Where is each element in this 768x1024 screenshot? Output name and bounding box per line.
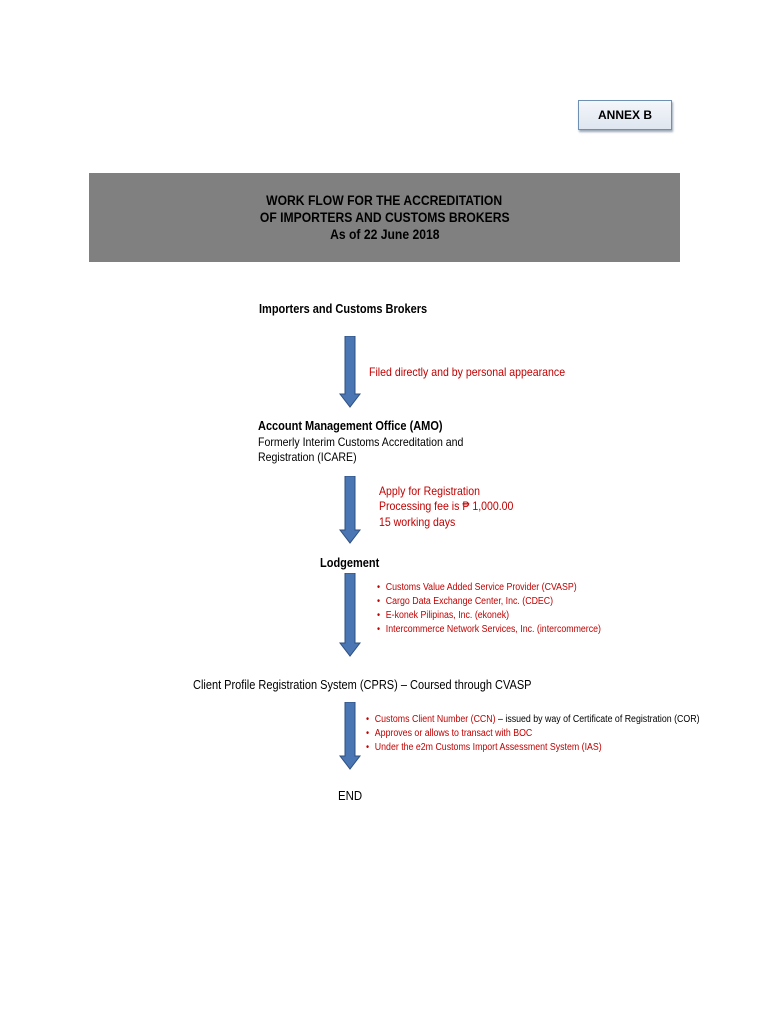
title-line-2: OF IMPORTERS AND CUSTOMS BROKERS (259, 210, 510, 225)
title-banner (89, 173, 680, 262)
registration-note-2: Processing fee is ₱ 1,000.00 (379, 499, 514, 513)
flow-arrow-down-2 (339, 476, 361, 544)
step-filing-note: Filed directly and by personal appearance (369, 365, 566, 379)
list-item: • Under the e2m Customs Import Assessment System (IAS) (366, 742, 602, 753)
step-amo-label: Account Management Office (AMO) (258, 419, 443, 433)
annex-label-box (578, 100, 672, 130)
lodgement-provider-list (377, 581, 601, 637)
step-amo-sub-2: Registration (ICARE) (258, 450, 357, 464)
list-item: • Customs Value Added Service Provider (CVASP) (377, 582, 577, 593)
step-lodgement-label: Lodgement (320, 556, 380, 570)
list-item: • Approves or allows to transact with BOC (366, 728, 533, 739)
step-importers-label: Importers and Customs Brokers (259, 302, 428, 316)
cprs-outcome-list (366, 713, 700, 755)
step-amo-sub-1: Formerly Interim Customs Accreditation and (258, 435, 464, 449)
flow-arrow-down-1 (339, 336, 361, 408)
title-line-1: WORK FLOW FOR THE ACCREDITATION (266, 193, 503, 208)
list-item: • Cargo Data Exchange Center, Inc. (CDEC) (377, 596, 554, 607)
annex-label: ANNEX B (597, 108, 652, 122)
title-line-3: As of 22 June 2018 (329, 227, 440, 242)
flow-end-label: END (338, 788, 363, 803)
step-cprs-label: Client Profile Registration System (CPRS) – Coursed through CVASP (193, 678, 532, 692)
flow-arrow-down-3 (339, 573, 361, 657)
list-item: • E-konek Pilipinas, Inc. (ekonek) (377, 610, 510, 621)
list-item: • Intercommerce Network Services, Inc. (intercommerce) (377, 624, 601, 635)
list-item: • Customs Client Number (CCN) – issued by way of Certificate of Registration (COR) (366, 714, 700, 725)
registration-note-3: 15 working days (379, 515, 456, 529)
flow-arrow-down-4 (339, 702, 361, 770)
registration-note-1: Apply for Registration (379, 484, 480, 498)
